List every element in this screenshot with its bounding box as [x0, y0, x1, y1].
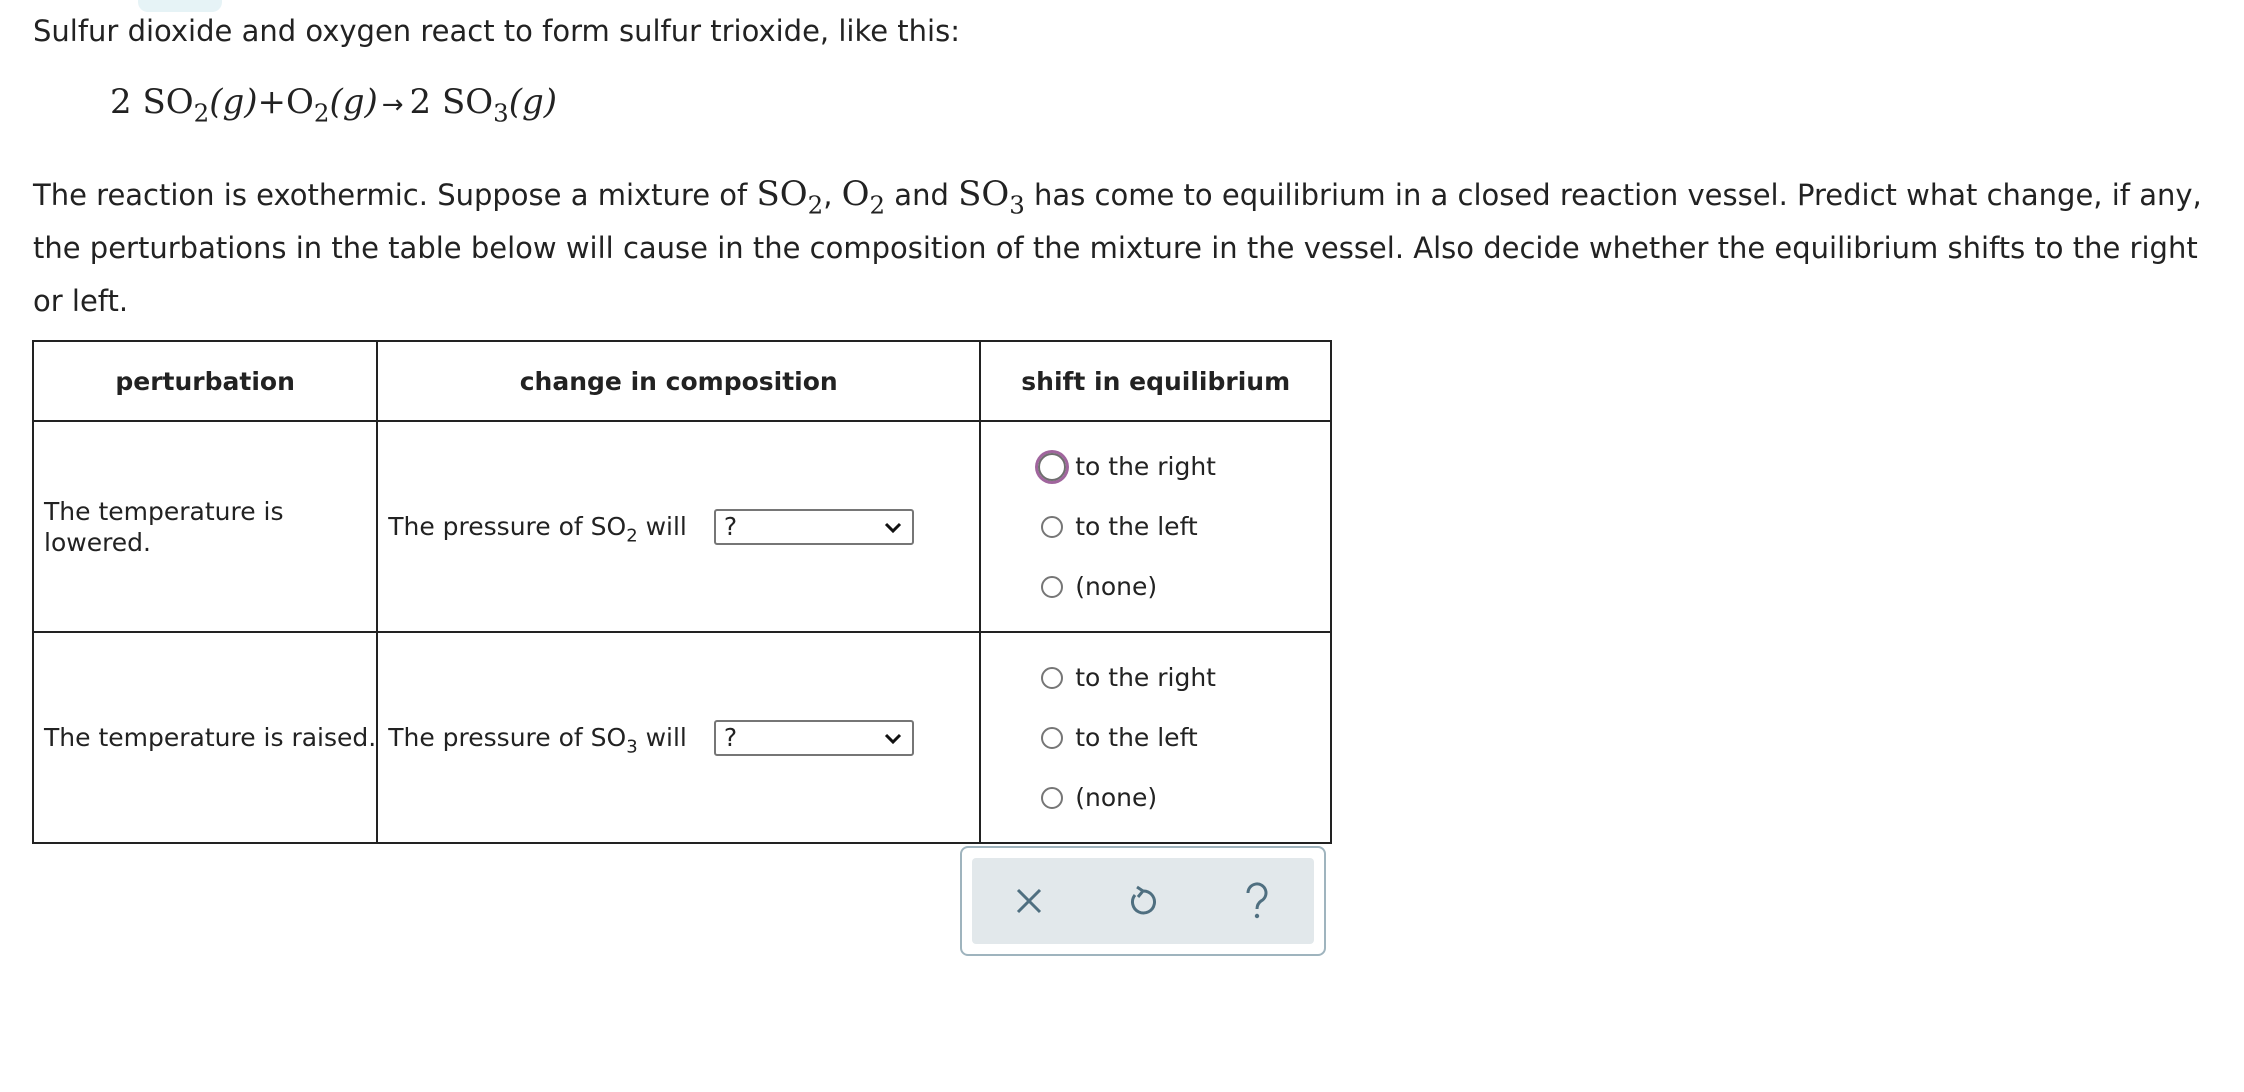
help-icon: [1240, 881, 1274, 921]
radio-label: to the right: [1075, 452, 1216, 481]
composition-cell: [377, 632, 980, 843]
perturbation-text: The temperature is raised.: [44, 723, 377, 752]
radio-button[interactable]: [1041, 576, 1063, 598]
undo-icon: [1125, 883, 1161, 919]
header-change-in-composition: change in composition: [377, 341, 980, 421]
radio-label: (none): [1075, 572, 1158, 601]
composition-label: The pressure of $SO_2$ will: [388, 512, 687, 547]
table-row: [33, 421, 1331, 632]
perturbation-text: The temperature is lowered.: [44, 496, 284, 557]
problem-paragraph: The reaction is exothermic. Suppose a mixture of $SO_2$, $O_2$ and $SO_3$ has come to equilibrium in a closed reaction vessel. Predict what change, if any, the perturbations in the table below will cause in the composition of the mixture in the vessel. Also decide whether the equilibrium shifts to the right or left.: [33, 174, 2202, 318]
radio-label: to the left: [1075, 512, 1198, 541]
shift-cell: [980, 421, 1331, 632]
chemical-equation: 2 $SO_2(g)+O_2(g) \to 2$ $SO_3(g)$: [110, 82, 558, 128]
radio-button[interactable]: [1041, 667, 1063, 689]
radio-to-the-right[interactable]: [981, 437, 1330, 497]
chevron-down-icon: [882, 727, 904, 749]
radio-button[interactable]: [1041, 516, 1063, 538]
perturbation-cell: [33, 421, 377, 632]
radio-to-the-right[interactable]: [981, 648, 1330, 708]
help-button[interactable]: [1227, 871, 1287, 931]
table-row: [33, 632, 1331, 843]
composition-label: The pressure of $SO_3$ will: [388, 723, 687, 758]
radio-label: to the left: [1075, 723, 1198, 752]
composition-select[interactable]: [714, 720, 914, 756]
intro-text: Sulfur dioxide and oxygen react to form sulfur trioxide, like this:: [33, 14, 960, 48]
header-shift-in-equilibrium: shift in equilibrium: [980, 341, 1331, 421]
chevron-down-icon: [882, 516, 904, 538]
perturbation-table: [32, 340, 1332, 844]
select-value: ?: [723, 723, 738, 752]
shift-cell: [980, 632, 1331, 843]
radio-label: to the right: [1075, 663, 1216, 692]
composition-cell: [377, 421, 980, 632]
perturbation-cell: [33, 632, 377, 843]
table-header-row: [33, 341, 1331, 421]
select-value: ?: [723, 512, 738, 541]
composition-select[interactable]: [714, 509, 914, 545]
header-perturbation: perturbation: [33, 341, 377, 421]
radio-button[interactable]: [1041, 727, 1063, 749]
clear-button[interactable]: [999, 871, 1059, 931]
toolbar-inner: [972, 858, 1314, 944]
radio-button[interactable]: [1041, 787, 1063, 809]
radio-to-the-left[interactable]: [981, 497, 1330, 557]
answer-toolbar: [960, 846, 1326, 956]
radio-to-the-left[interactable]: [981, 708, 1330, 768]
radio-button[interactable]: [1038, 453, 1066, 481]
undo-button[interactable]: [1113, 871, 1173, 931]
radio-label: (none): [1075, 783, 1158, 812]
close-icon: [1012, 884, 1046, 918]
reaction-arrow: →: [381, 90, 404, 120]
radio-none[interactable]: [981, 768, 1330, 828]
top-tab-stub: [138, 0, 222, 12]
radio-none[interactable]: [981, 557, 1330, 617]
